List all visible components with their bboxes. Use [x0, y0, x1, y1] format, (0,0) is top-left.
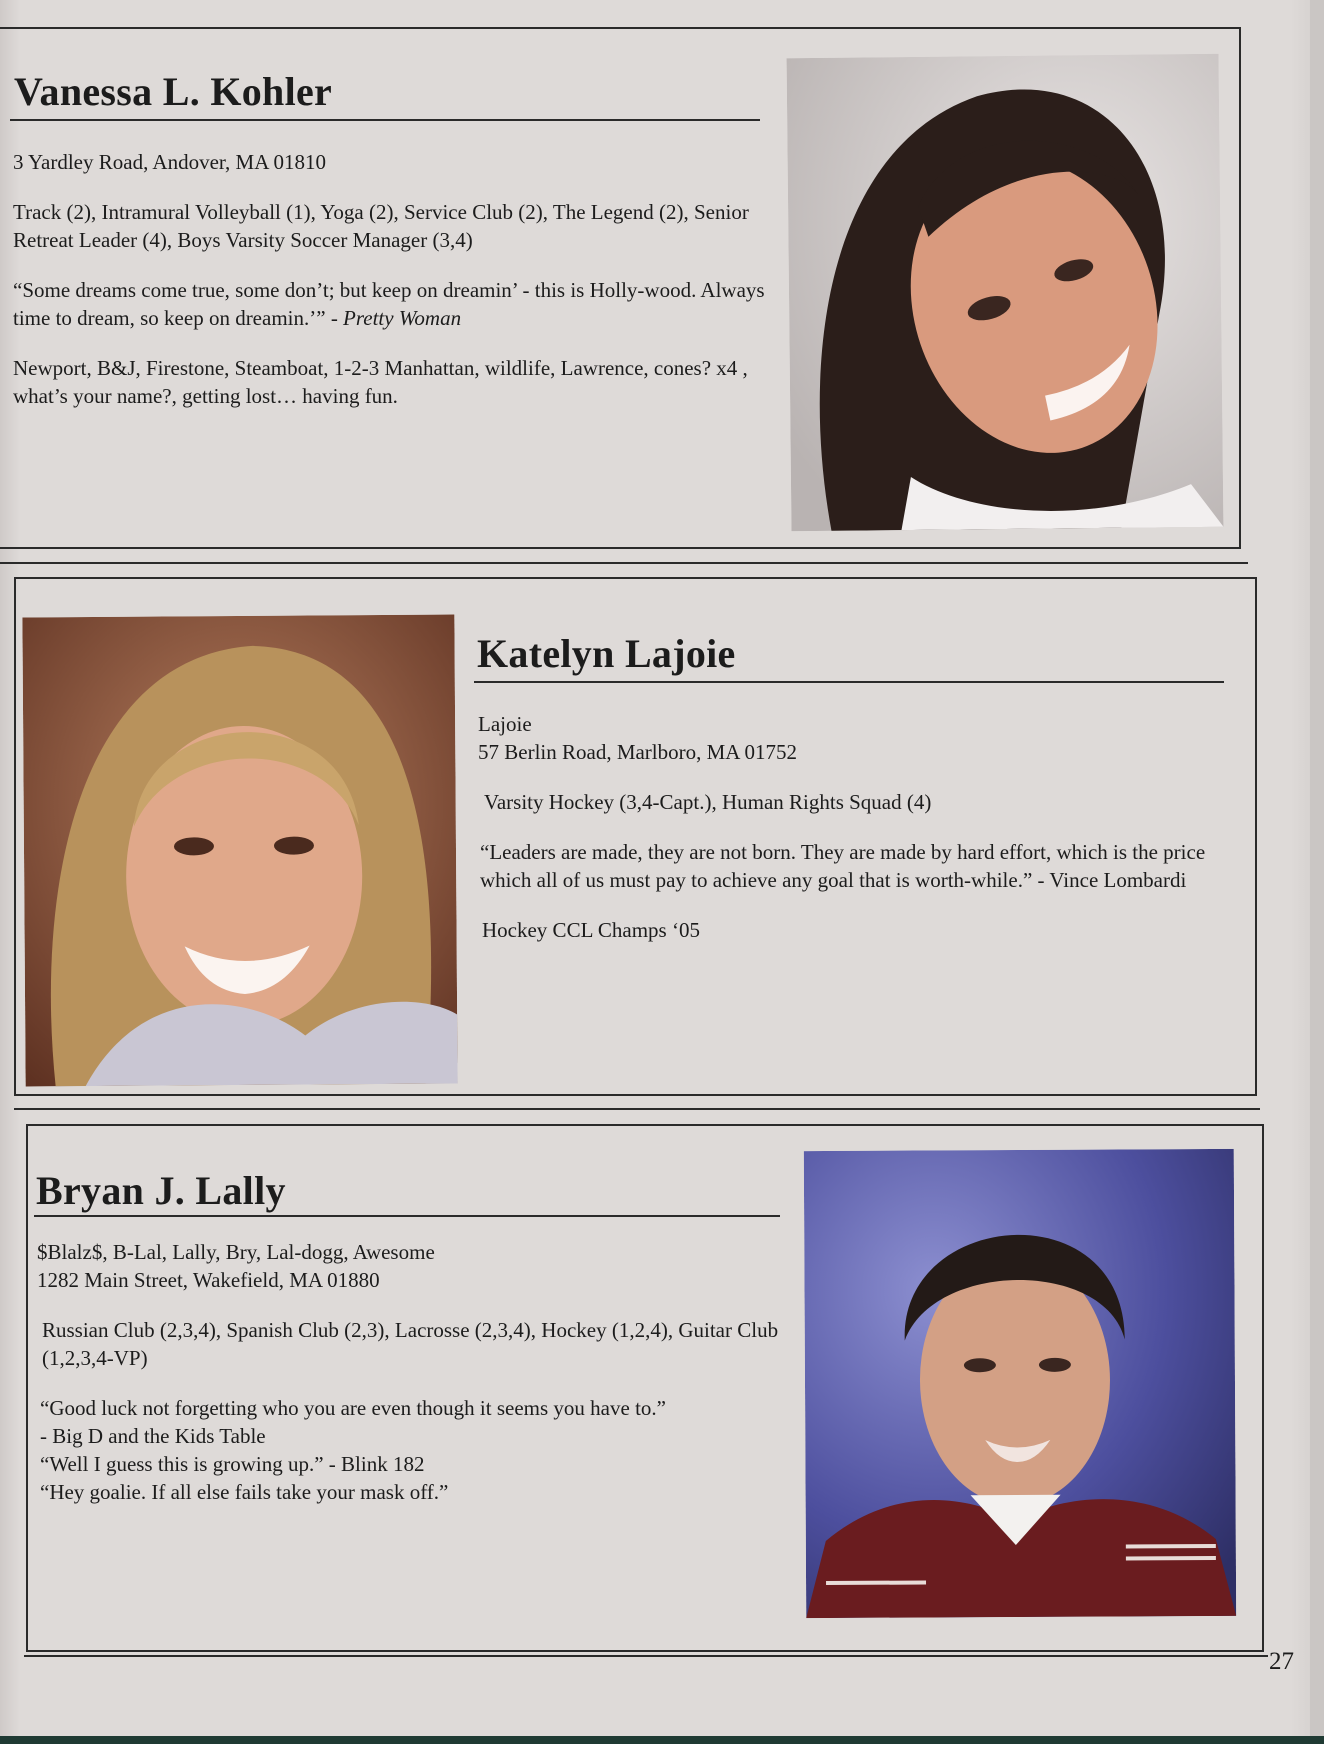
student-address: 57 Berlin Road, Marlboro, MA 01752 [478, 740, 798, 764]
student-activities: Russian Club (2,3,4), Spanish Club (2,3), Lacrosse (2,3,4), Hockey (1,2,4), Guitar Club (1,2,3,4-VP) [42, 1318, 779, 1370]
quote-line: - Big D and the Kids Table [40, 1424, 266, 1448]
divider [14, 1108, 1260, 1110]
quote-line: “Hey goalie. If all else fails take your mask off.” [40, 1480, 449, 1504]
student-activities: Varsity Hockey (3,4-Capt.), Human Rights Squad (4) [484, 790, 932, 814]
student-photo [804, 1149, 1236, 1618]
student-name: Katelyn Lajoie [477, 631, 736, 676]
page-edge [1310, 0, 1324, 1744]
student-details [478, 710, 1218, 944]
student-address: 1282 Main Street, Wakefield, MA 01880 [37, 1268, 380, 1292]
student-activities: Track (2), Intramural Volleyball (1), Yoga (2), Service Club (2), The Legend (2), Senior Retreat Leader (4), Boys Varsity Soccer Manager (3,4) [13, 200, 749, 252]
page-number: 27 [1269, 1648, 1294, 1675]
quote-line: “Good luck not forgetting who you are even though it seems you have to.” [40, 1396, 666, 1420]
quote-attribution: - Pretty Woman [330, 306, 462, 330]
student-name: Bryan J. Lally [36, 1168, 286, 1213]
quote-text: “Some dreams come true, some don’t; but keep on dreamin’ - this is Holly-wood. Always time to dream, so keep on dreamin.’” [13, 278, 765, 330]
page-bottom-band [0, 1736, 1324, 1744]
name-underline [10, 119, 760, 121]
student-nicknames: Lajoie [478, 712, 532, 736]
student-address: 3 Yardley Road, Andover, MA 01810 [13, 150, 326, 174]
student-memories: Hockey CCL Champs ‘05 [482, 918, 700, 942]
student-quotes [37, 1394, 787, 1506]
divider [0, 562, 1248, 564]
student-quote [13, 276, 773, 332]
student-nicknames: $Blalz$, B-Lal, Lally, Bry, Lal-dogg, Awesome [37, 1240, 435, 1264]
student-photo [22, 614, 457, 1086]
divider [24, 1655, 1268, 1657]
student-photo [787, 54, 1224, 531]
student-memories: Newport, B&J, Firestone, Steamboat, 1-2-3 Manhattan, wildlife, Lawrence, cones? x4 , what’s your name?, getting lost… having fun. [13, 356, 748, 408]
name-underline [474, 681, 1224, 683]
quote-line: “Well I guess this is growing up.” - Blink 182 [40, 1452, 425, 1476]
name-underline [34, 1215, 780, 1217]
student-details [13, 148, 773, 410]
student-quote: “Leaders are made, they are not born. They are made by hard effort, which is the price which all of us must pay to achieve any goal that is worth-while.” - Vince Lombardi [480, 840, 1206, 892]
student-details [37, 1238, 787, 1506]
student-name: Vanessa L. Kohler [14, 69, 333, 114]
